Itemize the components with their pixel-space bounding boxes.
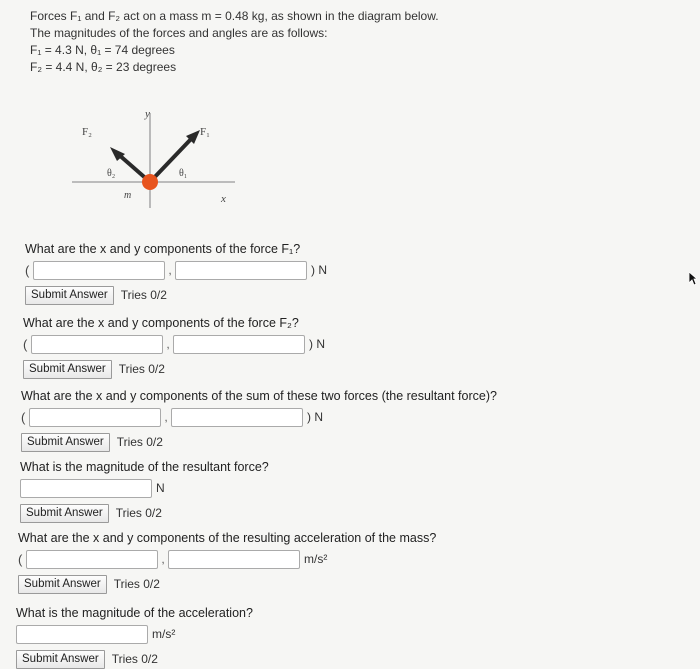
question-f2-components xyxy=(23,314,325,379)
submit-row xyxy=(16,649,253,669)
submit-answer-button[interactable]: Submit Answer xyxy=(25,286,114,305)
question-resultant-magnitude xyxy=(20,458,269,523)
submit-answer-button[interactable]: Submit Answer xyxy=(21,433,110,452)
submit-row xyxy=(20,503,269,523)
open-paren: ( xyxy=(21,409,26,425)
question-resultant-components xyxy=(21,387,497,452)
tries-counter: Tries 0/2 xyxy=(115,506,162,520)
f2-x-input[interactable] xyxy=(31,335,163,354)
unit-label: N xyxy=(156,481,165,495)
question-acceleration-magnitude xyxy=(16,604,253,669)
mass-dot xyxy=(142,174,158,190)
submit-answer-button[interactable]: Submit Answer xyxy=(23,360,112,379)
intro-line-4: F₂ = 4.4 N, θ₂ = 23 degrees xyxy=(30,60,177,74)
force-diagram xyxy=(60,100,260,215)
acceleration-magnitude-input[interactable] xyxy=(16,625,148,644)
question-text: What are the x and y components of the force F₁? xyxy=(25,242,301,256)
comma-separator: , xyxy=(166,337,170,351)
answer-row xyxy=(25,258,327,282)
intro-line-3: F₁ = 4.3 N, θ₁ = 74 degrees xyxy=(30,43,175,57)
mass-label: m xyxy=(124,190,132,201)
problem-statement xyxy=(30,8,439,76)
submit-answer-button[interactable]: Submit Answer xyxy=(18,575,107,594)
question-acceleration-components xyxy=(18,529,436,594)
tries-counter: Tries 0/2 xyxy=(120,288,167,302)
f2-y-input[interactable] xyxy=(173,335,305,354)
question-text: What are the x and y components of the force F₂? xyxy=(23,316,299,330)
resultant-magnitude-input[interactable] xyxy=(20,479,152,498)
question-text: What is the magnitude of the resultant force? xyxy=(20,460,269,474)
submit-row xyxy=(21,432,497,452)
submit-answer-button[interactable]: Submit Answer xyxy=(20,504,109,523)
answer-row xyxy=(20,476,269,500)
question-text: What are the x and y components of the sum of these two forces (the resultant force)? xyxy=(21,389,497,403)
comma-separator: , xyxy=(168,263,172,277)
resultant-x-input[interactable] xyxy=(29,408,161,427)
tries-counter: Tries 0/2 xyxy=(118,362,165,376)
theta1-label: θ₁ xyxy=(179,168,188,179)
open-paren: ( xyxy=(18,551,23,567)
answer-row xyxy=(23,332,325,356)
answer-row xyxy=(16,622,253,646)
submit-row xyxy=(23,359,325,379)
tries-counter: Tries 0/2 xyxy=(116,435,163,449)
comma-separator: , xyxy=(161,552,165,566)
intro-line-1: Forces F₁ and F₂ act on a mass m = 0.48 kg, as shown in the diagram below. xyxy=(30,9,439,23)
question-f1-components xyxy=(25,240,327,305)
unit-label: m/s² xyxy=(304,552,328,566)
comma-separator: , xyxy=(164,410,168,424)
acceleration-x-input[interactable] xyxy=(26,550,158,569)
acceleration-y-input[interactable] xyxy=(168,550,300,569)
x-axis-label: x xyxy=(221,193,226,205)
resultant-y-input[interactable] xyxy=(171,408,303,427)
unit-label: ) N xyxy=(309,337,325,351)
answer-row xyxy=(21,405,497,429)
theta2-label: θ₂ xyxy=(107,168,116,179)
submit-row xyxy=(18,574,436,594)
f1-label: F₁ xyxy=(200,126,210,138)
unit-label: ) N xyxy=(307,410,323,424)
unit-label: ) N xyxy=(311,263,327,277)
open-paren: ( xyxy=(25,262,30,278)
submit-answer-button[interactable]: Submit Answer xyxy=(16,650,105,669)
question-text: What is the magnitude of the acceleration? xyxy=(16,606,253,620)
open-paren: ( xyxy=(23,336,28,352)
tries-counter: Tries 0/2 xyxy=(111,652,158,666)
question-text: What are the x and y components of the resulting acceleration of the mass? xyxy=(18,531,437,545)
unit-label: m/s² xyxy=(152,627,176,641)
answer-row xyxy=(18,547,436,571)
intro-line-2: The magnitudes of the forces and angles are as follows: xyxy=(30,26,328,40)
mouse-pointer-icon xyxy=(689,272,697,286)
y-axis-label: y xyxy=(145,108,150,120)
submit-row xyxy=(25,285,327,305)
f2-label: F₂ xyxy=(82,126,92,138)
f1-y-input[interactable] xyxy=(175,261,307,280)
f1-x-input[interactable] xyxy=(33,261,165,280)
tries-counter: Tries 0/2 xyxy=(113,577,160,591)
